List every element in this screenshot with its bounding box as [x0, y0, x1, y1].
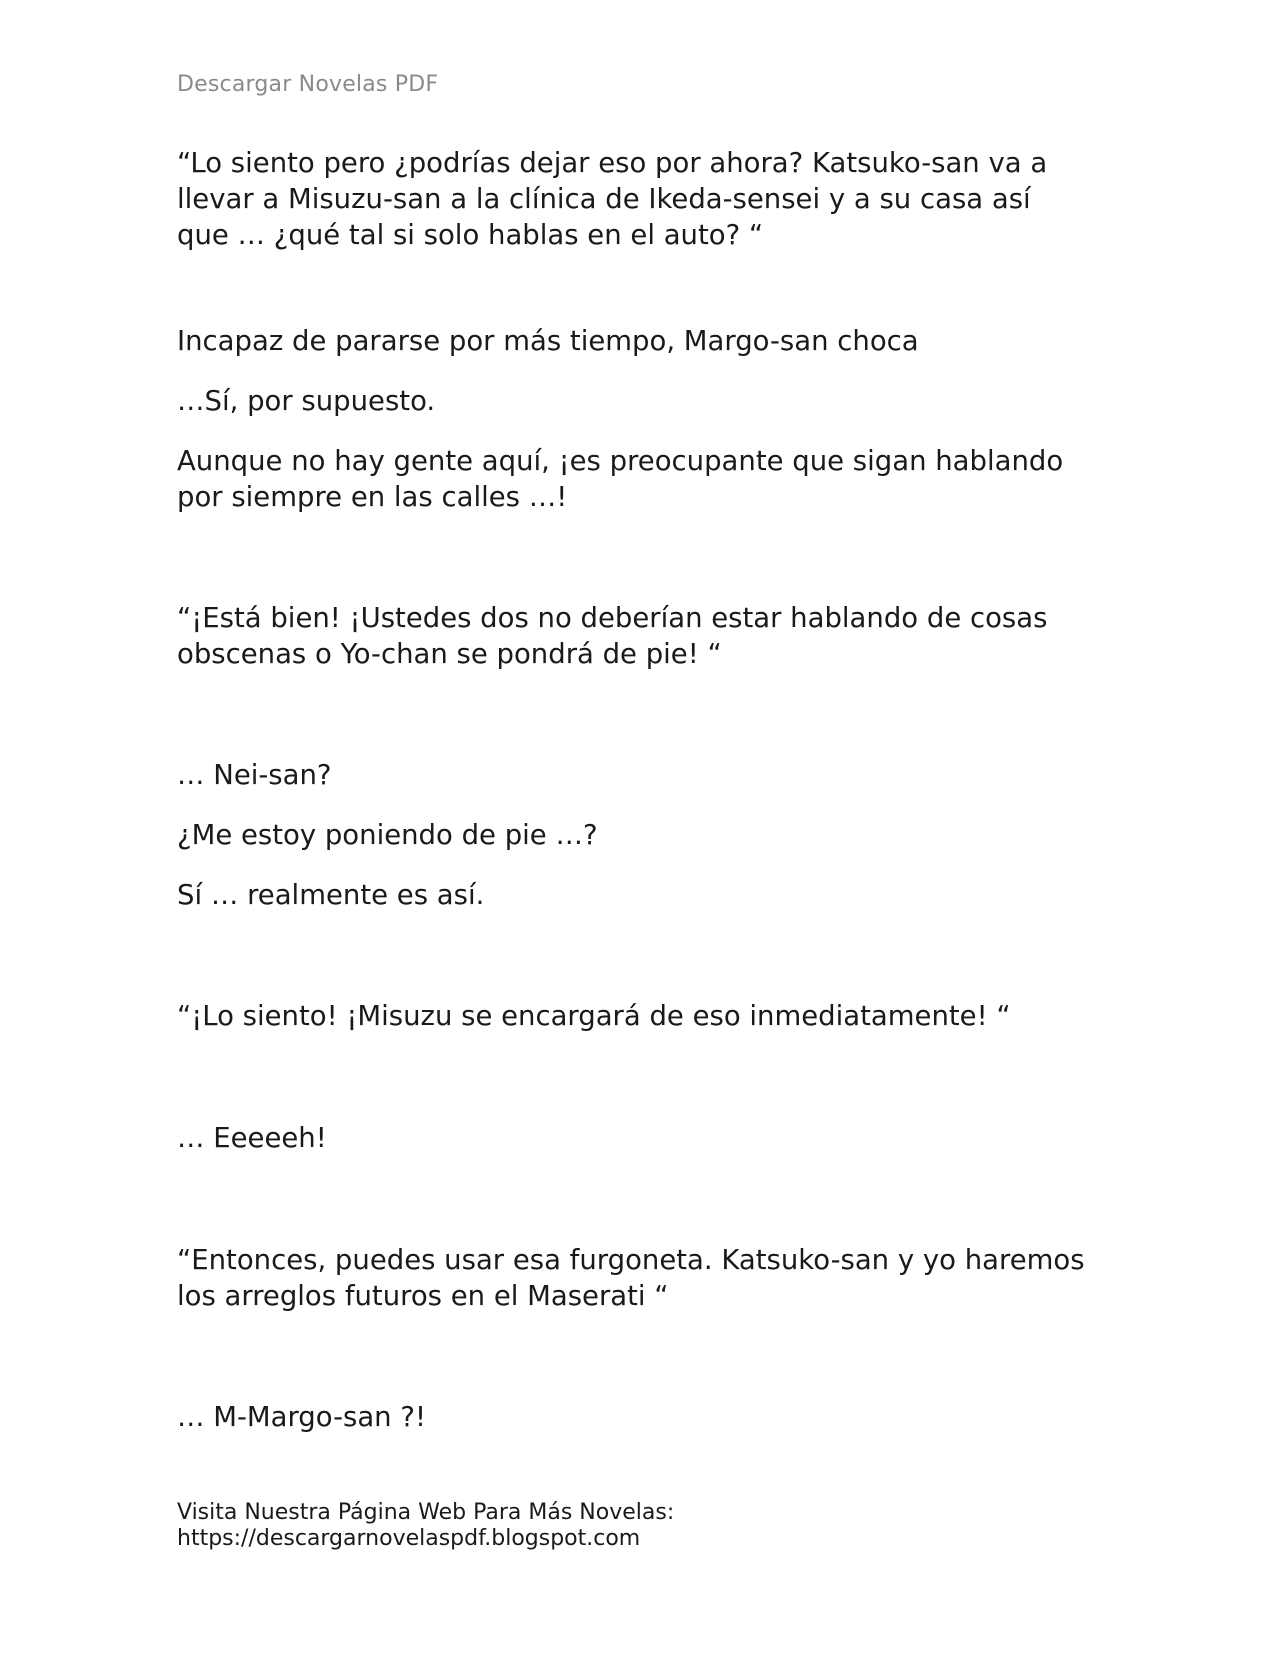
paragraph: “Lo siento pero ¿podrías dejar eso por ahora? Katsuko-san va a llevar a Misuzu-san a la clínica de Ikeda-sensei y a su casa así que … ¿qué tal si solo hablas en el auto? “ [177, 147, 1048, 251]
paragraph: “¡Lo siento! ¡Misuzu se encargará de eso inmediatamente! “ [177, 1000, 1011, 1032]
paragraph: Incapaz de pararse por más tiempo, Margo-san choca [177, 325, 919, 357]
footer [177, 1500, 674, 1552]
paragraph: Aunque no hay gente aquí, ¡es preocupante que sigan hablando por siempre en las calles …! [177, 445, 1064, 513]
footer-website-link[interactable]: https://descargarnovelaspdf.blogspot.com [177, 1526, 641, 1551]
paragraph: … Nei-san? [177, 759, 332, 791]
paragraph: … Eeeeeh! [177, 1122, 327, 1154]
paragraph: “¡Está bien! ¡Ustedes dos no deberían estar hablando de cosas obscenas o Yo-chan se pondrá de pie! “ [177, 602, 1048, 670]
paragraph: … M-Margo-san ?! [177, 1401, 426, 1433]
paragraph: …Sí, por supuesto. [177, 385, 436, 417]
paragraph: ¿Me estoy poniendo de pie …? [177, 819, 598, 851]
paragraph: “Entonces, puedes usar esa furgoneta. Katsuko-san y yo haremos los arreglos futuros en el Maserati “ [177, 1244, 1085, 1312]
site-header: Descargar Novelas PDF [177, 72, 439, 97]
footer-promo-text: Visita Nuestra Página Web Para Más Novelas: [177, 1500, 675, 1525]
paragraph: Sí … realmente es así. [177, 879, 485, 911]
